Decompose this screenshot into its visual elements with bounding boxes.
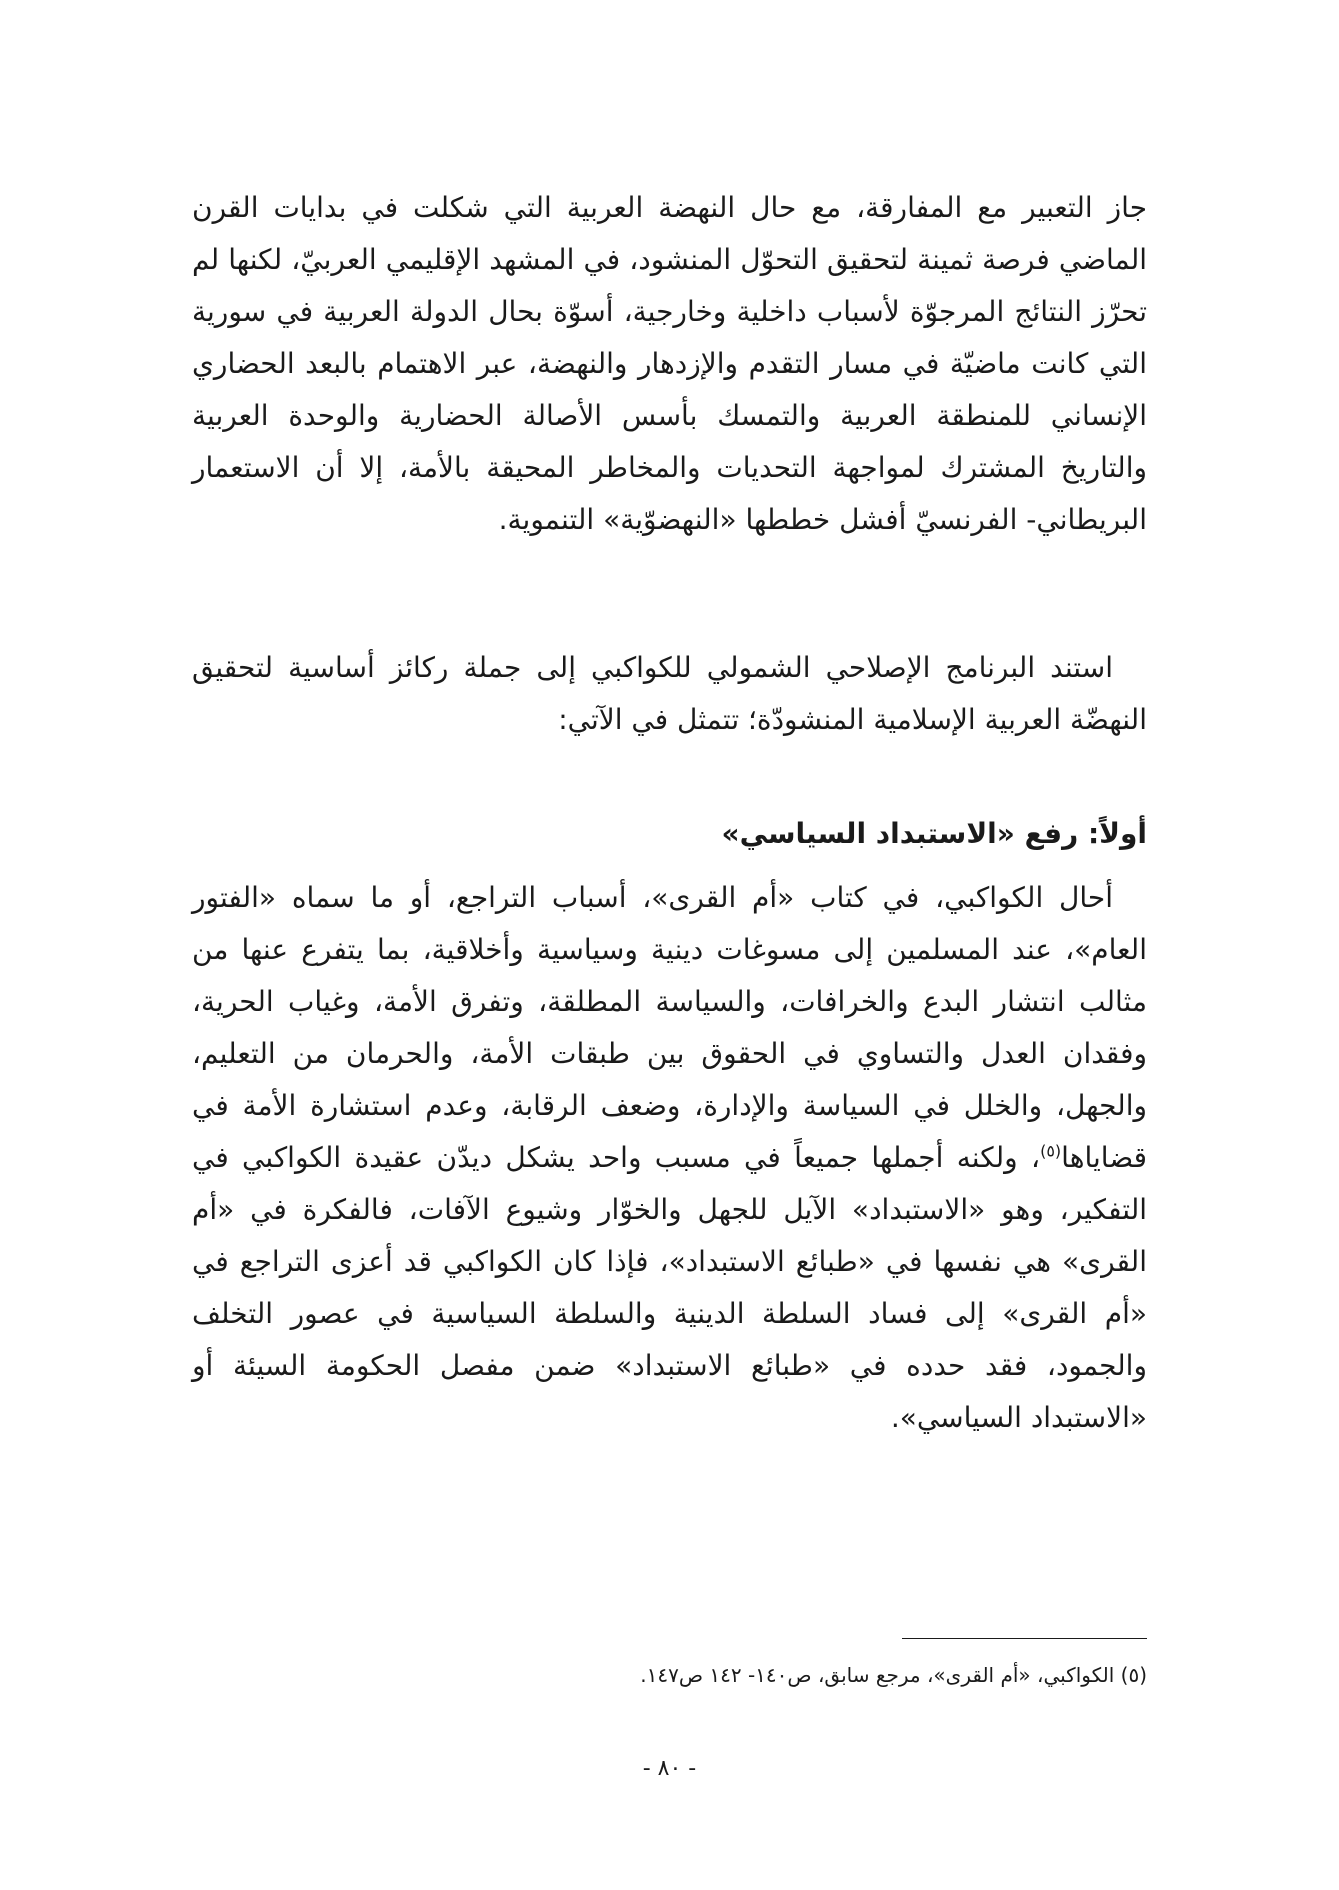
paragraph-1: جاز التعبير مع المفارقة، مع حال النهضة العربية التي شكلت في بدايات القرن الماضي فرصة ثمينة لتحقيق التحوّل المنشود، في المشهد الإقليمي العربيّ، لكنها لم تحرّز النتائج المرجوّة لأسباب داخلية وخارجية، أسوّة بحال الدولة العربية في سورية التي كانت ماضيّة في مسار التقدم والإزدهار والنهضة، عبر الاهتمام بالبعد الحضاري الإنساني للمنطقة العربية والتمسك بأسس الأصالة الحضارية والوحدة العربية والتاريخ المشترك لمواجهة التحديات والمخاطر المحيقة بالأمة، إلا أن الاستعمار البريطاني- الفرنسيّ أفشل خططها «النهضوّية» التنموية. [192, 191, 1147, 536]
page-number: - ٨٠ - [642, 1756, 697, 1781]
footnote: (٥) الكواكبي، «أم القرى»، مرجع سابق، ص١٤٠- ١٤٢ ص١٤٧. [640, 1663, 1147, 1687]
paragraph-3-part-1: أحال الكواكبي، في كتاب «أم القرى»، أسباب التراجع، أو ما سماه «الفتور العام»، عند المسلمين إلى مسوغات دينية وسياسية وأخلاقية، بما يتفرع عنها من مثالب انتشار البدع والخرافات، والسياسة المطلقة، وتفرق الأمة، وغياب الحرية، وفقدان العدل والتساوي في الحقوق بين طبقات الأمة، والحرمان من التعليم، والجهل، والخلل في السياسة والإدارة، وضعف الرقابة، وعدم استشارة الأمة في قضاياها [192, 881, 1147, 1174]
footnote-reference: (٥) [1040, 1141, 1062, 1161]
paragraph-3 [192, 872, 1147, 1444]
paragraph-2: استند البرنامج الإصلاحي الشمولي للكواكبي إلى جملة ركائز أساسية لتحقيق النهضّة العربية الإسلامية المنشودّة؛ تتمثل في الآتي: [192, 651, 1147, 736]
paragraph-3-part-2: ، ولكنه أجملها جميعاً في مسبب واحد يشكل ديدّن عقيدة الكواكبي في التفكير، وهو «الاستبداد» الآيل للجهل والخوّار وشيوع الآفات، فالفكرة في «أم القرى» هي نفسها في «طبائع الاستبداد»، فإذا كان الكواكبي قد أعزى التراجع في «أم القرى» إلى فساد السلطة الدينية والسلطة السياسية في عصور التخلف والجمود، فقد حدده في «طبائع الاستبداد» ضمن مفصل الحكومة السيئة أو «الاستبداد السياسي». [192, 1141, 1147, 1434]
footnote-divider [902, 1638, 1147, 1639]
section-heading: أولاً: رفع «الاستبداد السياسي» [721, 817, 1147, 850]
